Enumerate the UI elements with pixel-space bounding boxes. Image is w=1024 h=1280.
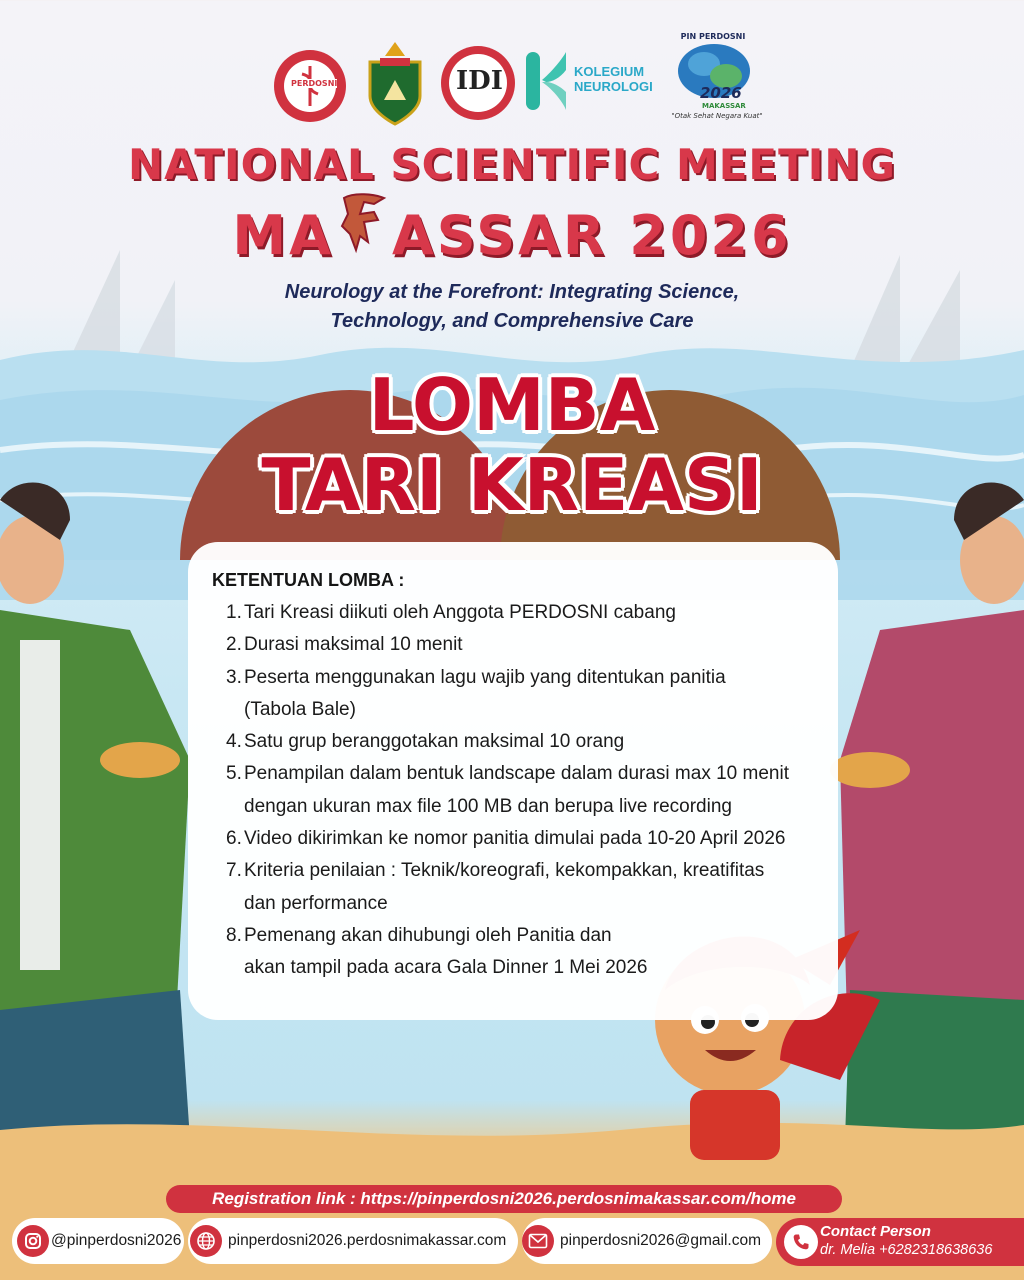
contact-person[interactable]: [776, 1218, 1024, 1266]
city-part-a: MA: [232, 204, 334, 267]
pin-perdosni-logo: [662, 32, 772, 128]
registration-link[interactable]: Registration link : https://pinperdosni2026.perdosnimakassar.com/home: [166, 1185, 842, 1213]
event-theme: [0, 278, 1024, 336]
perdosni-logo: [272, 48, 348, 124]
rule-text: [244, 726, 836, 758]
kolegium-line1: KOLEGIUM: [574, 64, 645, 79]
event-city-year: [0, 200, 1024, 267]
rule-text: [244, 597, 836, 629]
rule-line: Pemenang akan dihubungi oleh Panitia dan: [244, 924, 612, 946]
rule-number: 2.: [226, 634, 242, 656]
theme-line-1: Neurology at the Forefront: Integrating Science,: [284, 281, 740, 303]
rule-item: [226, 726, 836, 758]
rule-number: 1.: [226, 602, 242, 623]
perdosni-logo-text: PERDOSNI: [291, 79, 338, 88]
instagram-pill[interactable]: [12, 1218, 184, 1264]
rule-line: dan performance: [244, 892, 388, 914]
pin-tagline: "Otak Sehat Negara Kuat": [671, 112, 763, 120]
competition-title: [0, 365, 1024, 525]
rule-number: 7.: [226, 860, 242, 882]
rule-text: [244, 629, 836, 661]
rules-heading: KETENTUAN LOMBA :: [212, 570, 405, 590]
mail-icon: [522, 1225, 554, 1257]
contact-value: dr. Melia +6282318638636: [820, 1242, 993, 1258]
pin-top-text: PIN PERDOSNI: [680, 32, 746, 41]
competition-title-line1: LOMBA: [368, 363, 656, 447]
rule-item: [226, 597, 836, 629]
rule-line: Peserta menggunakan lagu wajib yang ditentukan panitia: [244, 666, 726, 688]
rule-number: 8.: [226, 924, 242, 946]
instagram-icon: [17, 1225, 49, 1257]
rules-list: [226, 597, 836, 985]
rule-item: [226, 629, 836, 661]
rule-text: [244, 920, 836, 985]
idi-logo: [438, 43, 518, 123]
email-address: pinperdosni2026@gmail.com: [560, 1232, 761, 1249]
university-logo: [360, 40, 430, 126]
footer: [12, 1218, 1024, 1268]
email-pill[interactable]: [522, 1218, 772, 1264]
event-title: NATIONAL SCIENTIFIC MEETING: [127, 140, 897, 189]
rule-line: Durasi maksimal 10 menit: [244, 634, 463, 656]
rule-number: 6.: [226, 828, 242, 850]
phone-icon: [784, 1225, 818, 1259]
rule-text: [244, 855, 836, 920]
rule-line: dengan ukuran max file 100 MB dan berupa live recording: [244, 795, 732, 817]
idi-logo-text: IDI: [456, 66, 503, 96]
instagram-handle: @pinperdosni2026: [51, 1232, 182, 1249]
rule-item: [226, 823, 836, 855]
rule-line: Kriteria penilaian : Teknik/koreografi, kekompakkan, kreatifitas: [244, 860, 765, 882]
globe-icon: [190, 1225, 222, 1257]
rule-line: Tari Kreasi diikuti oleh Anggota PERDOSNI cabang: [244, 602, 676, 623]
rule-item: [226, 758, 836, 823]
competition-title-line2: TARI KREASI: [261, 443, 763, 527]
city-part-b: ASSAR 2026: [391, 204, 792, 267]
rule-number: 3.: [226, 666, 242, 688]
rule-item: [226, 920, 836, 985]
kolegium-logo: [524, 50, 664, 120]
rule-line: Penampilan dalam bentuk landscape dalam durasi max 10 menit: [244, 763, 789, 785]
partner-logos: [0, 32, 1024, 130]
sulawesi-map-icon: [334, 200, 392, 256]
rule-text: [244, 662, 836, 727]
kolegium-line2: NEUROLOGI: [574, 79, 653, 94]
rule-item: [226, 855, 836, 920]
contact-label: Contact Person: [820, 1223, 931, 1240]
website-pill[interactable]: [188, 1218, 518, 1264]
rule-line: Video dikirimkan ke nomor panitia dimulai pada 10-20 April 2026: [244, 828, 786, 850]
theme-line-2: Technology, and Comprehensive Care: [330, 310, 694, 332]
pin-city-text: MAKASSAR: [702, 102, 746, 110]
pin-year-text: 2026: [700, 84, 742, 102]
rule-line: (Tabola Bale): [244, 698, 356, 720]
rule-line: Satu grup beranggotakan maksimal 10 orang: [244, 731, 625, 753]
rule-line: akan tampil pada acara Gala Dinner 1 Mei 2026: [244, 957, 648, 979]
rule-text: [244, 758, 836, 823]
website-url: pinperdosni2026.perdosnimakassar.com: [228, 1232, 507, 1249]
rule-text: [244, 823, 836, 855]
rule-number: 5.: [226, 763, 242, 785]
rule-item: [226, 662, 836, 727]
rule-number: 4.: [226, 731, 242, 753]
